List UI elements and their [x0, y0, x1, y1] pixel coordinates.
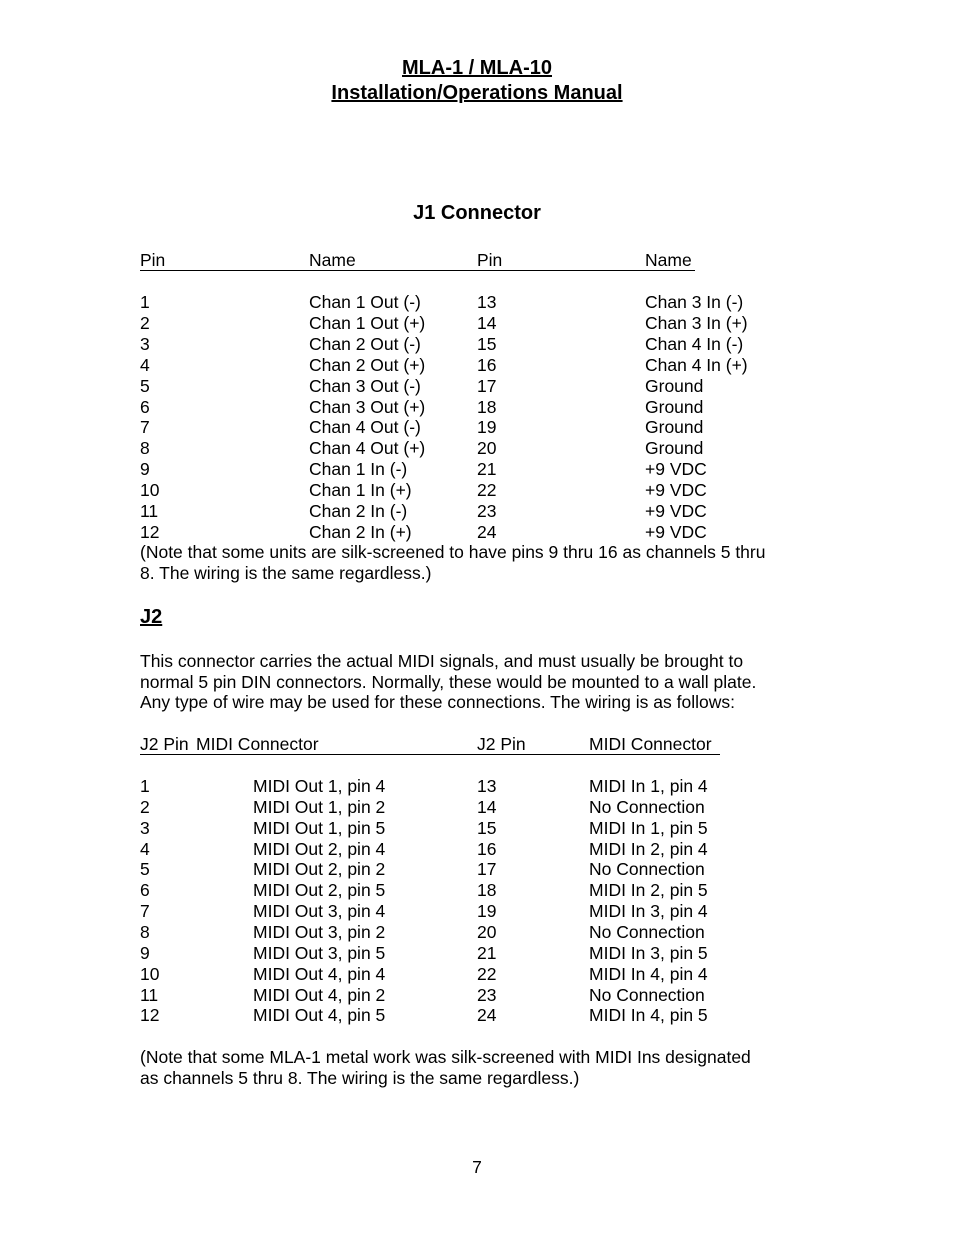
j1-cell-pin-left: 3 [140, 333, 150, 354]
j2-row [0, 985, 954, 1006]
j1-col-name-right: Name [645, 250, 692, 270]
j2-row [0, 901, 954, 922]
j2-cell-pin-left: 7 [140, 901, 150, 922]
j2-cell-name-left: MIDI Out 4, pin 2 [253, 984, 386, 1005]
j2-cell-name-right: MIDI In 2, pin 4 [589, 838, 708, 859]
j1-cell-pin-left: 6 [140, 396, 150, 417]
j2-cell-pin-right: 19 [477, 901, 497, 922]
j1-cell-name-right: Ground [645, 396, 704, 417]
j2-cell-pin-left: 9 [140, 942, 150, 963]
j1-cell-pin-right: 19 [477, 417, 497, 438]
j1-row [0, 313, 954, 334]
j1-cell-name-left: Chan 1 Out (+) [309, 312, 426, 333]
j1-cell-pin-right: 18 [477, 396, 497, 417]
j2-intro-line-2: normal 5 pin DIN connectors. Normally, these would be mounted to a wall plate. [140, 672, 757, 692]
j1-cell-pin-left: 5 [140, 375, 150, 396]
j2-row [0, 859, 954, 880]
j1-row [0, 397, 954, 418]
j2-cell-name-right: MIDI In 3, pin 5 [589, 942, 708, 963]
j1-cell-name-right: +9 VDC [645, 480, 707, 501]
j1-cell-pin-right: 24 [477, 521, 497, 542]
j1-cell-name-left: Chan 1 Out (-) [309, 292, 421, 312]
j1-cell-name-right: Chan 3 In (+) [645, 312, 748, 333]
j1-cell-pin-right: 13 [477, 292, 497, 312]
j2-cell-name-left: MIDI Out 2, pin 5 [253, 880, 386, 901]
j2-cell-pin-right: 23 [477, 984, 497, 1005]
j1-cell-pin-right: 17 [477, 375, 497, 396]
j1-row [0, 417, 954, 438]
j2-cell-pin-right: 24 [477, 1005, 497, 1026]
j2-cell-pin-right: 20 [477, 921, 497, 942]
j1-cell-pin-left: 7 [140, 417, 150, 438]
j2-row [0, 1005, 954, 1026]
j2-table-header [0, 734, 954, 755]
j1-cell-name-left: Chan 1 In (+) [309, 480, 412, 501]
j1-cell-name-left: Chan 3 Out (+) [309, 396, 426, 417]
j1-row [0, 438, 954, 459]
j1-note-line-2: 8. The wiring is the same regardless.) [140, 563, 432, 583]
j1-cell-name-left: Chan 1 In (-) [309, 459, 408, 480]
j2-cell-name-left: MIDI Out 1, pin 5 [253, 817, 386, 838]
j2-cell-name-right: MIDI In 2, pin 5 [589, 880, 708, 901]
j1-cell-name-right: +9 VDC [645, 521, 707, 542]
j2-cell-pin-left: 5 [140, 859, 150, 880]
j2-row [0, 839, 954, 860]
j1-row [0, 480, 954, 501]
j2-cell-pin-left: 12 [140, 1005, 160, 1026]
j2-cell-name-left: MIDI Out 1, pin 2 [253, 796, 386, 817]
j2-cell-name-left: MIDI Out 2, pin 4 [253, 838, 386, 859]
manual-title-subtitle: Installation/Operations Manual [331, 82, 623, 104]
j2-cell-name-right: MIDI In 1, pin 4 [589, 776, 708, 796]
j2-cell-name-right: MIDI In 4, pin 4 [589, 963, 708, 984]
j2-cell-pin-left: 2 [140, 796, 150, 817]
j1-cell-name-left: Chan 4 Out (-) [309, 417, 421, 438]
page-number: 7 [472, 1157, 482, 1177]
j2-row [0, 776, 954, 797]
j1-table-header [0, 250, 954, 271]
j1-cell-name-right: +9 VDC [645, 501, 707, 521]
j2-row [0, 880, 954, 901]
j1-cell-pin-right: 22 [477, 480, 497, 501]
j2-cell-pin-left: 11 [140, 984, 159, 1005]
j2-row [0, 797, 954, 818]
j2-row [0, 922, 954, 943]
j1-heading: J1 Connector [413, 202, 541, 224]
j1-cell-name-left: Chan 4 Out (+) [309, 438, 426, 459]
j2-cell-name-left: MIDI Out 3, pin 4 [253, 901, 386, 922]
j2-col-pin-left: J2 Pin [140, 734, 189, 754]
j2-intro-line-3: Any type of wire may be used for these connections. The wiring is as follows: [140, 692, 735, 712]
j1-cell-pin-left: 4 [140, 354, 150, 375]
j2-cell-name-left: MIDI Out 2, pin 2 [253, 859, 386, 880]
j1-cell-name-left: Chan 2 Out (+) [309, 354, 426, 375]
j2-cell-name-left: MIDI Out 3, pin 2 [253, 921, 386, 942]
j2-col-connector-left: MIDI Connector [196, 734, 319, 754]
j2-col-connector-right: MIDI Connector [589, 734, 712, 754]
j2-cell-pin-left: 10 [140, 963, 160, 984]
j2-cell-pin-right: 14 [477, 796, 497, 817]
j2-cell-name-right: No Connection [589, 796, 705, 817]
j1-col-name-left: Name [309, 250, 356, 270]
j1-cell-pin-right: 20 [477, 438, 497, 459]
j1-header-rule [140, 270, 695, 271]
j2-note-line-2: as channels 5 thru 8. The wiring is the same regardless.) [140, 1068, 580, 1088]
j2-cell-name-left: MIDI Out 3, pin 5 [253, 942, 386, 963]
j1-row [0, 522, 954, 543]
j1-cell-name-left: Chan 2 In (+) [309, 521, 412, 542]
j2-row [0, 943, 954, 964]
j1-cell-pin-left: 9 [140, 459, 150, 480]
j2-header-rule [140, 754, 720, 755]
j2-cell-name-right: MIDI In 1, pin 5 [589, 817, 708, 838]
j1-cell-pin-left: 12 [140, 521, 160, 542]
j2-row [0, 964, 954, 985]
j2-cell-pin-right: 22 [477, 963, 497, 984]
j1-cell-name-right: Chan 4 In (-) [645, 333, 744, 354]
j2-cell-pin-left: 3 [140, 817, 150, 838]
j1-note-line-1: (Note that some units are silk-screened to have pins 9 thru 16 as channels 5 thru [140, 542, 766, 562]
j2-cell-pin-left: 6 [140, 880, 150, 901]
j2-cell-name-right: MIDI In 3, pin 4 [589, 901, 708, 922]
j2-heading: J2 [140, 606, 163, 628]
j2-cell-pin-right: 21 [477, 942, 497, 963]
j1-cell-pin-left: 2 [140, 312, 150, 333]
j1-row [0, 501, 954, 522]
j1-col-pin-left: Pin [140, 250, 166, 270]
j1-cell-pin-right: 21 [477, 459, 497, 480]
j1-row [0, 376, 954, 397]
j2-cell-pin-left: 8 [140, 921, 150, 942]
j2-cell-name-left: MIDI Out 4, pin 4 [253, 963, 386, 984]
j2-cell-name-right: No Connection [589, 984, 705, 1005]
j2-intro-line-1: This connector carries the actual MIDI signals, and must usually be brought to [140, 651, 744, 671]
j1-row [0, 292, 954, 313]
j2-cell-pin-right: 18 [477, 880, 497, 901]
j2-cell-pin-right: 15 [477, 817, 497, 838]
j2-cell-pin-right: 17 [477, 859, 497, 880]
j1-cell-name-right: Chan 4 In (+) [645, 354, 748, 375]
j1-row [0, 355, 954, 376]
j1-row [0, 459, 954, 480]
j1-cell-pin-right: 23 [477, 501, 497, 521]
j1-cell-name-right: +9 VDC [645, 459, 707, 480]
j1-cell-pin-left: 8 [140, 438, 150, 459]
j2-cell-name-right: MIDI In 4, pin 5 [589, 1005, 708, 1026]
j1-cell-name-left: Chan 3 Out (-) [309, 375, 421, 396]
j1-cell-name-right: Ground [645, 438, 704, 459]
j1-cell-pin-right: 15 [477, 333, 497, 354]
j1-cell-pin-left: 1 [140, 292, 150, 312]
j1-cell-pin-left: 11 [140, 501, 159, 521]
j2-cell-pin-left: 4 [140, 838, 150, 859]
j1-row [0, 334, 954, 355]
j2-col-pin-right: J2 Pin [477, 734, 526, 754]
j2-cell-pin-left: 1 [140, 776, 150, 796]
j1-cell-pin-right: 14 [477, 312, 497, 333]
j1-cell-name-left: Chan 2 In (-) [309, 501, 408, 521]
j2-cell-name-right: No Connection [589, 859, 705, 880]
j1-cell-name-left: Chan 2 Out (-) [309, 333, 421, 354]
j2-cell-name-right: No Connection [589, 921, 705, 942]
j2-cell-pin-right: 16 [477, 838, 497, 859]
j1-cell-pin-left: 10 [140, 480, 160, 501]
j2-note-line-1: (Note that some MLA-1 metal work was silk-screened with MIDI Ins designated [140, 1047, 751, 1067]
j2-cell-pin-right: 13 [477, 776, 497, 796]
j2-row [0, 818, 954, 839]
j1-cell-name-right: Ground [645, 375, 704, 396]
manual-title-model: MLA-1 / MLA-10 [402, 57, 552, 79]
j2-cell-name-left: MIDI Out 4, pin 5 [253, 1005, 386, 1026]
j1-cell-name-right: Ground [645, 417, 704, 438]
j1-cell-pin-right: 16 [477, 354, 497, 375]
j2-cell-name-left: MIDI Out 1, pin 4 [253, 776, 386, 796]
j1-col-pin-right: Pin [477, 250, 503, 270]
j1-cell-name-right: Chan 3 In (-) [645, 292, 744, 312]
